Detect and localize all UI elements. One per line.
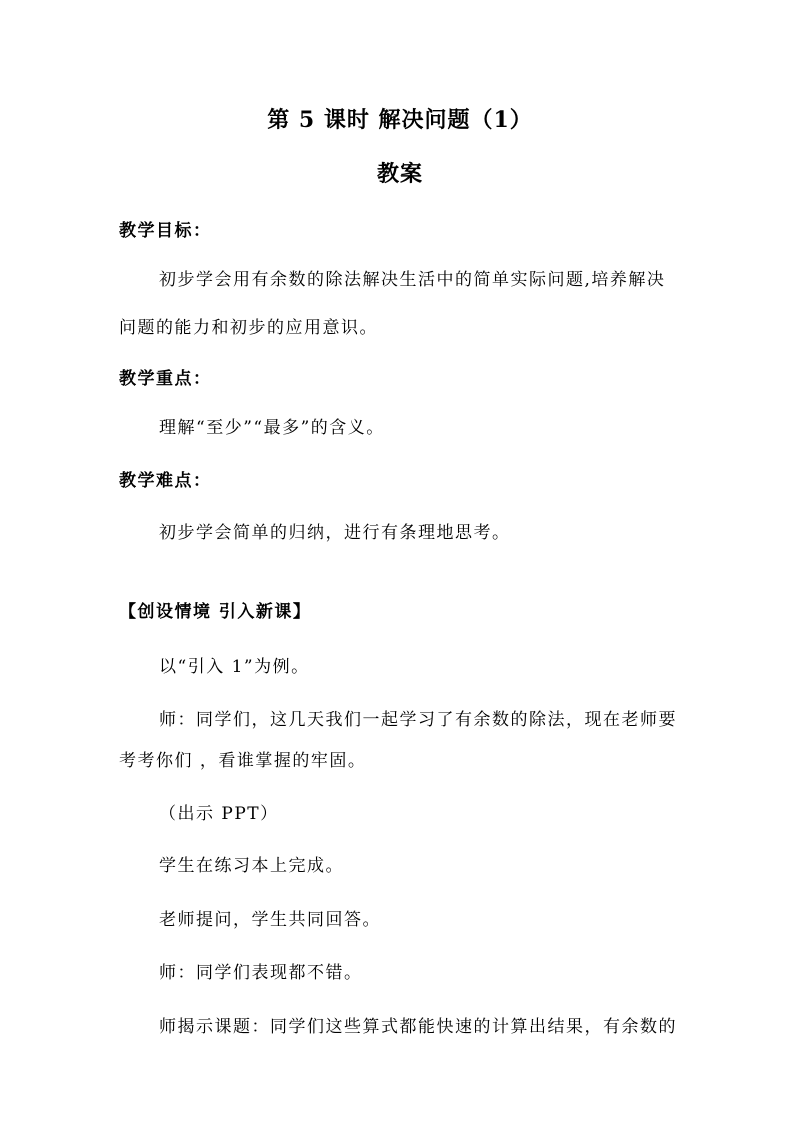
lesson-paragraph-line: 师：同学们，这几天我们一起学习了有余数的除法，现在老师要	[159, 710, 677, 730]
lesson-paragraph-line: 学生在练习本上完成。	[159, 856, 344, 876]
difficulties-text: 初步学会简单的归纳，进行有条理地思考。	[159, 523, 511, 543]
lesson-paragraph-line: 师：同学们表现都不错。	[159, 963, 363, 983]
lesson-paragraph-line: 以“引入 1”为例。	[159, 657, 310, 677]
objectives-heading: 教学目标：	[119, 221, 212, 241]
objectives-paragraph-line: 初步学会用有余数的除法解决生活中的简单实际问题,培养解决	[159, 270, 666, 290]
key-points-heading: 教学重点：	[119, 369, 212, 389]
objectives-paragraph-line: 问题的能力和初步的应用意识。	[119, 318, 378, 338]
lesson-paragraph-line: 师揭示课题：同学们这些算式都能快速的计算出结果，有余数的	[159, 1017, 677, 1037]
document-subtitle: 教案	[376, 161, 423, 187]
lesson-paragraph-line: （出示 PPT）	[159, 804, 279, 824]
lesson-section-heading: 【创设情境 引入新课】	[119, 602, 312, 622]
document-title: 第 5 课时 解决问题（1）	[267, 107, 533, 133]
difficulties-heading: 教学难点：	[119, 471, 212, 491]
lesson-paragraph-line: 考考你们 ，看谁掌握的牢固。	[119, 751, 367, 771]
lesson-paragraph-line: 老师提问，学生共同回答。	[159, 910, 381, 930]
key-points-text: 理解“至少”“最多”的含义。	[159, 418, 385, 438]
